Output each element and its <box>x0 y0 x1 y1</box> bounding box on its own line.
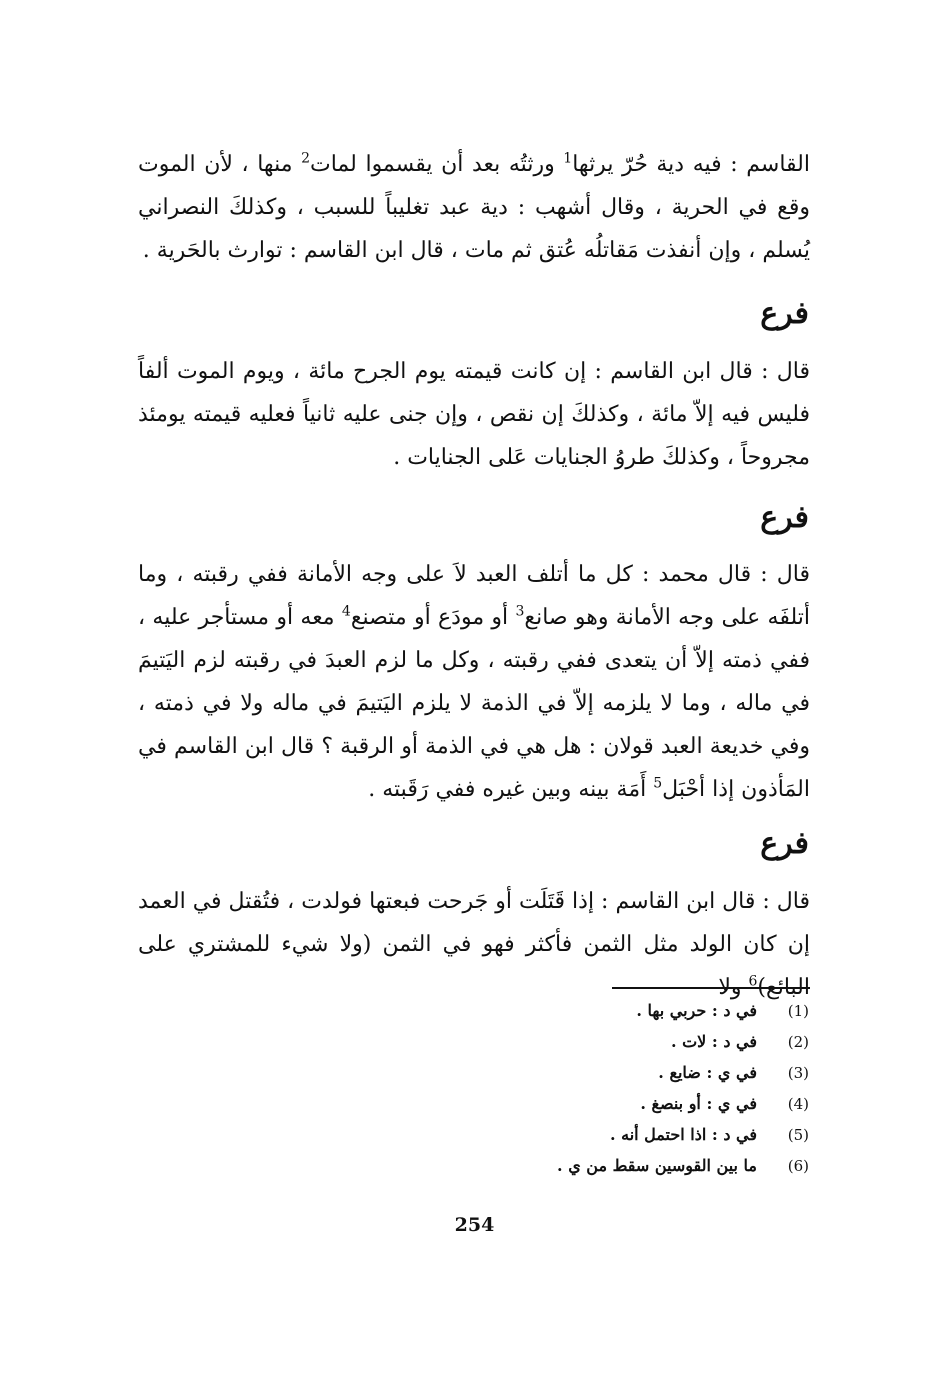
page-number: 254 <box>454 1214 495 1236</box>
footnote-divider <box>612 987 810 989</box>
section-heading-3: فرع <box>760 826 809 861</box>
footnote-ref-4: 4 <box>341 603 351 620</box>
footnote-text: في ي : أو بنصغ . <box>640 1094 757 1113</box>
footnote-item <box>557 1057 809 1088</box>
p4-seg2: ولا <box>718 975 749 1000</box>
footnote-item <box>557 1088 809 1119</box>
footnote-number: (3) <box>787 1064 809 1082</box>
footnote-number: (2) <box>787 1033 809 1051</box>
p3-seg1: قال : قال محمد : كل ما أتلف العبد لاَ على وجه الأمانة ففي رقبته ، وما أتلفَه على وجه الأمانة وهو صانع <box>138 562 810 630</box>
p1-seg3: منها ، لأن الموت وقع في الحرية ، وقال أشهب : دية عبد تغليباً للسبب ، وكذلكَ النصراني يُسلم ، وإن أنفذت مَقاتلُه عُتق ثم مات ، قال ابن القاسم : توارث بالحَرية . <box>138 152 810 263</box>
footnote-ref-6: 6 <box>748 973 758 990</box>
footnote-item <box>557 995 809 1026</box>
section-heading-1: فرع <box>760 296 809 331</box>
footnote-number: (4) <box>787 1095 809 1113</box>
p3-seg3: معه أو مستأجر عليه ، ففي ذمته إلاّ أن يتعدى ففي رقبته ، وكل ما لزم العبدَ في رقبته لزم اليَتيمَ في ماله ، وما لا يلزمه إلاّ في الذمة لا يلزم اليَتيمَ في ماله ولا في ذمته ، وفي خديعة العبد قولان : هل هي في الذمة أو الرقبة ؟ قال ابن القاسم في المَأذون إذا أحْبَل <box>138 605 810 802</box>
footnote-ref-2: 2 <box>301 150 311 167</box>
paragraph-2 <box>138 350 810 479</box>
footnote-ref-1: 1 <box>563 150 573 167</box>
footnote-text: في د : حربي بها . <box>636 1001 757 1020</box>
p3-seg4: أَمَة بينه وبين غيره ففي رَقَبته . <box>368 777 654 802</box>
p3-seg2: أو مودَع أو متصنع <box>350 605 516 630</box>
paragraph-4 <box>138 880 810 1009</box>
section-heading-2: فرع <box>760 500 809 535</box>
paragraph-1-text <box>138 143 810 272</box>
footnotes-list <box>557 995 809 1181</box>
footnote-item <box>557 1119 809 1150</box>
paragraph-2-text: قال : قال ابن القاسم : إن كانت قيمته يوم الجرح مائة ، ويوم الموت ألفاً فليس فيه إلاّ مائة ، وكذلكَ إن نقص ، وإن جنى عليه ثانياً فعليه قيمته يومئذ مجروحاً ، وكذلكَ طروُ الجنايات عَلى الجنايات . <box>138 359 810 470</box>
paragraph-3 <box>138 553 810 811</box>
paragraph-4-text <box>138 880 810 1009</box>
footnote-text: في د : لات . <box>670 1032 757 1051</box>
footnote-text: في د : اذا احتمل أنه . <box>609 1125 757 1144</box>
footnote-ref-5: 5 <box>653 775 663 792</box>
footnote-ref-3: 3 <box>515 603 525 620</box>
footnote-item <box>557 1026 809 1057</box>
footnote-text: في ي : ضايع . <box>658 1063 757 1082</box>
footnote-number: (5) <box>787 1126 809 1144</box>
p1-seg1: القاسم : فيه دية حُرّ يرثها <box>572 152 810 177</box>
paragraph-3-text <box>138 553 810 811</box>
p4-seg1: قال : قال ابن القاسم : إذا قَتَلَت أو جَرحت فبعتها فولدت ، فتُقتل في العمد إن كان الولد مثل الثمن فأكثر فهو في الثمن (ولا شيء للمشتري على البائع) <box>138 889 810 1000</box>
p1-seg2: ورثتُه بعد أن يقسموا لمات <box>310 152 564 177</box>
footnote-item <box>557 1150 809 1181</box>
footnote-text: ما بين القوسين سقط من ي . <box>557 1156 757 1175</box>
footnote-number: (1) <box>787 1002 809 1020</box>
paragraph-1 <box>138 143 810 272</box>
footnote-number: (6) <box>787 1157 809 1175</box>
